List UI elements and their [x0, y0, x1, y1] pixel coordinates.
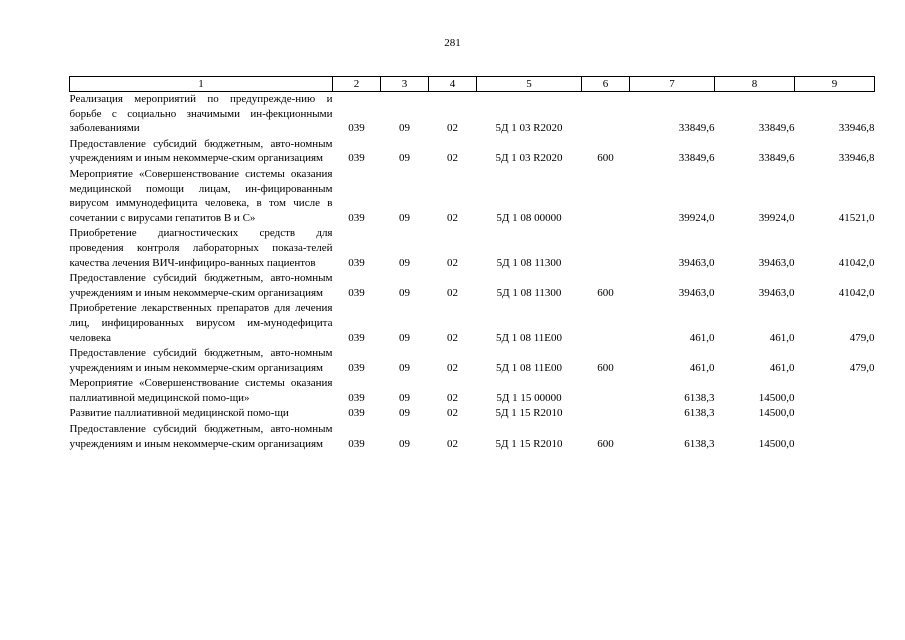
row-amount-3: 33946,8 [838, 122, 875, 135]
row-target-code: 5Д 1 08 11Е00 [495, 361, 563, 374]
row-name: Предоставление субсидий бюджетным, авто-номным учреждениям и иным некоммерче-ским организациям [69, 347, 333, 374]
header-col-7: 7 [630, 77, 715, 92]
row-name: Предоставление субсидий бюджетным, авто-номным учреждениям и иным некоммерче-ским организациям [69, 423, 333, 450]
row-amount-2: 461,0 [769, 361, 795, 374]
row-amount-1: 6138,3 [684, 391, 715, 404]
row-amount-1: 6138,3 [684, 437, 715, 450]
row-ministry-code: 039 [348, 256, 365, 269]
row-name: Предоставление субсидий бюджетным, авто-номным учреждениям и иным некоммерче-ским организациям [69, 272, 333, 299]
row-section: 09 [399, 361, 410, 374]
row-section: 09 [399, 437, 410, 450]
row-name: Реализация мероприятий по предупрежде-нию и борьбе с социально значимыми ин-фекционными заболеваниями [69, 93, 333, 135]
row-amount-3: 479,0 [849, 331, 875, 344]
row-expense-type [582, 167, 630, 226]
table-row [70, 422, 875, 452]
row-amount-3: 479,0 [849, 361, 875, 374]
row-subsection: 02 [447, 152, 458, 165]
row-section: 09 [399, 391, 410, 404]
row-target-code: 5Д 1 08 11300 [496, 256, 562, 269]
row-amount-1: 461,0 [689, 331, 715, 344]
header-col-3: 3 [381, 77, 429, 92]
row-ministry-code: 039 [348, 391, 365, 404]
row-ministry-code: 039 [348, 286, 365, 299]
row-subsection: 02 [447, 286, 458, 299]
row-amount-1: 33849,6 [678, 122, 715, 135]
row-amount-2: 461,0 [769, 331, 795, 344]
row-section: 09 [399, 331, 410, 344]
row-amount-1: 6138,3 [684, 407, 715, 420]
row-target-code: 5Д 1 08 11300 [496, 286, 562, 299]
row-section: 09 [399, 407, 410, 420]
row-amount-1: 33849,6 [678, 152, 715, 165]
row-expense-type: 600 [597, 286, 614, 299]
row-name: Мероприятие «Совершенствование системы оказания медицинской помощи лицам, ин-фицированным вирусом иммунодефицита человека, в том числе в сочетании с вирусами гепатитов В и С» [69, 167, 333, 224]
row-name: Мероприятие «Совершенствование системы оказания паллиативной медицинской помо-щи» [69, 377, 333, 404]
row-subsection: 02 [447, 256, 458, 269]
row-section: 09 [399, 122, 410, 135]
header-col-2: 2 [333, 77, 381, 92]
table-row [70, 226, 875, 271]
row-ministry-code: 039 [348, 152, 365, 165]
row-section: 09 [399, 256, 410, 269]
row-expense-type: 600 [597, 152, 614, 165]
row-amount-2: 14500,0 [758, 391, 795, 404]
row-section: 09 [399, 286, 410, 299]
row-expense-type: 600 [597, 361, 614, 374]
row-name: Развитие паллиативной медицинской помо-щи [69, 407, 289, 420]
row-target-code: 5Д 1 15 00000 [496, 391, 562, 404]
row-name: Приобретение лекарственных препаратов для лечения лиц, инфицированных вирусом им-мунодефицита человека [69, 302, 333, 344]
row-amount-3: 41521,0 [838, 211, 875, 224]
row-target-code: 5Д 1 15 R2010 [495, 407, 563, 420]
row-expense-type [582, 226, 630, 271]
row-amount-1: 39463,0 [678, 256, 715, 269]
row-ministry-code: 039 [348, 407, 365, 420]
budget-table [69, 76, 875, 452]
row-target-code: 5Д 1 15 R2010 [495, 437, 563, 450]
table-row [70, 137, 875, 167]
row-target-code: 5Д 1 08 11Е00 [495, 331, 563, 344]
row-subsection: 02 [447, 437, 458, 450]
row-amount-3 [795, 422, 875, 452]
row-amount-3: 41042,0 [838, 286, 875, 299]
row-amount-3: 41042,0 [838, 256, 875, 269]
table-row [70, 167, 875, 226]
header-col-6: 6 [582, 77, 630, 92]
row-section: 09 [399, 211, 410, 224]
row-target-code: 5Д 1 03 R2020 [495, 152, 563, 165]
row-ministry-code: 039 [348, 331, 365, 344]
row-target-code: 5Д 1 08 00000 [496, 211, 562, 224]
header-col-1: 1 [70, 77, 333, 92]
header-col-8: 8 [715, 77, 795, 92]
row-name: Приобретение диагностических средств для проведения контроля лабораторных показа-телей качества лечения ВИЧ-инфициро-ванных пациентов [69, 227, 333, 269]
row-expense-type [582, 301, 630, 346]
row-amount-3 [795, 406, 875, 422]
row-expense-type [582, 376, 630, 406]
row-amount-2: 14500,0 [758, 437, 795, 450]
table-row [70, 346, 875, 376]
page-number: 281 [444, 37, 461, 49]
row-subsection: 02 [447, 122, 458, 135]
row-name: Предоставление субсидий бюджетным, авто-номным учреждениям и иным некоммерче-ским организациям [69, 137, 333, 165]
row-ministry-code: 039 [348, 361, 365, 374]
row-expense-type: 600 [597, 437, 614, 450]
header-row [70, 77, 875, 92]
table-row [70, 376, 875, 406]
header-col-9: 9 [795, 77, 875, 92]
row-ministry-code: 039 [348, 211, 365, 224]
row-subsection: 02 [447, 361, 458, 374]
row-amount-2: 39924,0 [758, 211, 795, 224]
row-section: 09 [399, 152, 410, 165]
table-row [70, 92, 875, 137]
row-ministry-code: 039 [348, 437, 365, 450]
table-row [70, 271, 875, 301]
row-ministry-code: 039 [348, 122, 365, 135]
row-amount-2: 33849,6 [758, 122, 795, 135]
row-expense-type [582, 406, 630, 422]
row-amount-1: 461,0 [689, 361, 715, 374]
row-amount-2: 33849,6 [758, 152, 795, 165]
row-subsection: 02 [447, 407, 458, 420]
row-amount-3: 33946,8 [838, 152, 875, 165]
header-col-5: 5 [477, 77, 582, 92]
row-subsection: 02 [447, 391, 458, 404]
table-row [70, 301, 875, 346]
header-col-4: 4 [429, 77, 477, 92]
row-amount-3 [795, 376, 875, 406]
row-amount-2: 39463,0 [758, 256, 795, 269]
row-amount-1: 39463,0 [678, 286, 715, 299]
row-target-code: 5Д 1 03 R2020 [495, 122, 563, 135]
row-subsection: 02 [447, 331, 458, 344]
row-amount-2: 39463,0 [758, 286, 795, 299]
table-row [70, 406, 875, 422]
row-expense-type [582, 92, 630, 137]
row-amount-1: 39924,0 [678, 211, 715, 224]
row-amount-2: 14500,0 [758, 407, 795, 420]
row-subsection: 02 [447, 211, 458, 224]
